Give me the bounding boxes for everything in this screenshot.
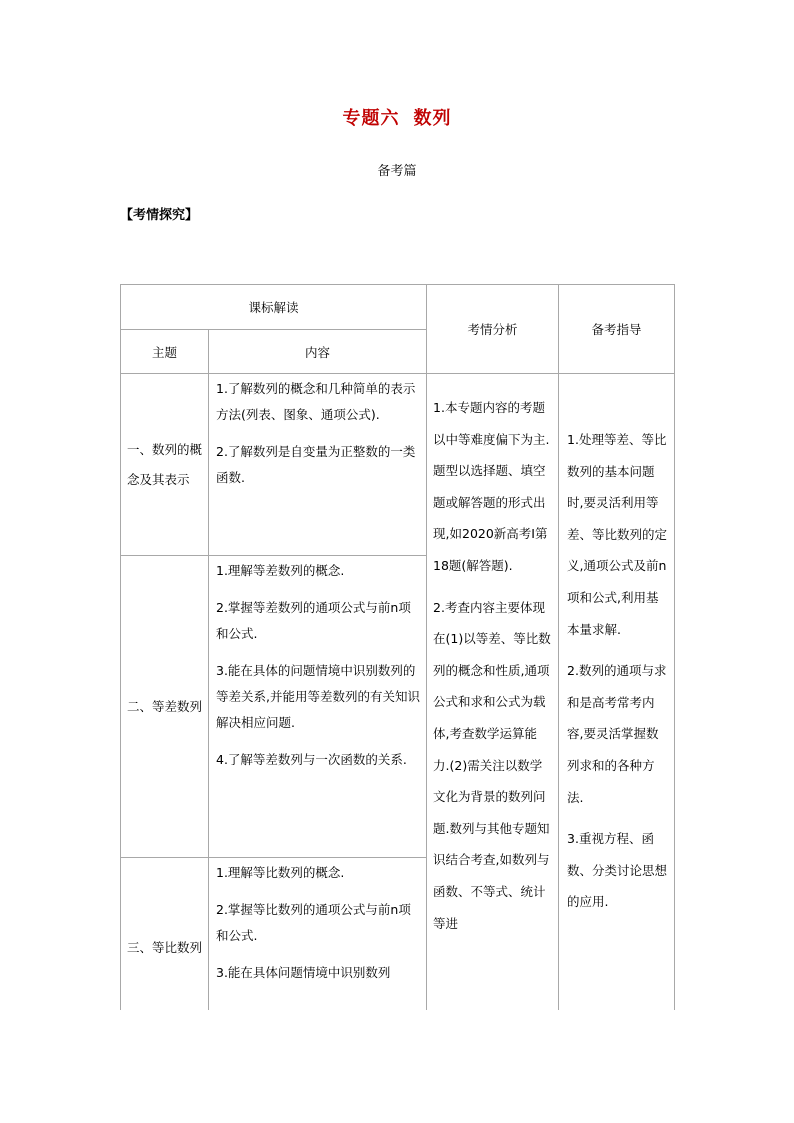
header-kaoqing: 考情分析: [427, 285, 559, 374]
content-item: 4.了解等差数列与一次函数的关系.: [216, 752, 407, 767]
header-neirong: 内容: [209, 330, 427, 374]
guide-item: 1.处理等差、等比数列的基本问题时,要灵活利用等差、等比数列的定义,通项公式及前n项和公式,利用基本量求解.: [567, 432, 668, 637]
content-item: 1.理解等比数列的概念.: [216, 865, 345, 880]
guide-item: 2.数列的通项与求和是高考常考内容,要灵活掌握数列求和的各种方法.: [567, 663, 667, 805]
row-topic: 三、等比数列: [121, 858, 209, 1011]
analysis-cell: [427, 374, 559, 1011]
title-topic-name: 数列: [413, 108, 452, 129]
row-content: [209, 556, 427, 858]
content-item: 3.能在具体问题情境中识别数列: [216, 965, 391, 980]
row-topic: 一、数列的概念及其表示: [121, 374, 209, 556]
page-subtitle: 备考篇: [377, 164, 417, 179]
header-beikao: 备考指导: [559, 285, 675, 374]
header-zhuti: 主题: [121, 330, 209, 374]
exam-analysis-table: [120, 284, 675, 1010]
content-item: 1.了解数列的概念和几种简单的表示方法(列表、图象、通项公式).: [216, 381, 416, 422]
row-topic: 二、等差数列: [121, 556, 209, 858]
content-item: 2.掌握等比数列的通项公式与前n项和公式.: [216, 902, 411, 943]
header-kebiao: 课标解读: [121, 285, 427, 330]
content-item: 2.了解数列是自变量为正整数的一类函数.: [216, 444, 416, 485]
section-heading: 【考情探究】: [120, 208, 199, 223]
title-topic-number: 专题六: [342, 108, 400, 129]
content-item: 3.能在具体的问题情境中识别数列的等差关系,并能用等差数列的有关知识解决相应问题.: [216, 663, 420, 730]
row-content: [209, 858, 427, 1011]
guide-cell: [559, 374, 675, 1011]
content-item: 2.掌握等差数列的通项公式与前n项和公式.: [216, 600, 411, 641]
content-item: 1.理解等差数列的概念.: [216, 563, 345, 578]
row-content: [209, 374, 427, 556]
table-row: [121, 374, 675, 556]
analysis-item: 2.考查内容主要体现在(1)以等差、等比数列的概念和性质,通项公式和求和公式为载体,考查数学运算能力.(2)需关注以数学文化为背景的数列问题.数列与其他专题知识结合考查,如数列与函数、不等式、统计等进: [433, 599, 551, 931]
guide-item: 3.重视方程、函数、分类讨论思想的应用.: [567, 831, 668, 910]
analysis-item: 1.本专题内容的考题以中等难度偏下为主.题型以选择题、填空题或解答题的形式出现,如2020新高考Ⅰ第18题(解答题).: [433, 400, 550, 573]
